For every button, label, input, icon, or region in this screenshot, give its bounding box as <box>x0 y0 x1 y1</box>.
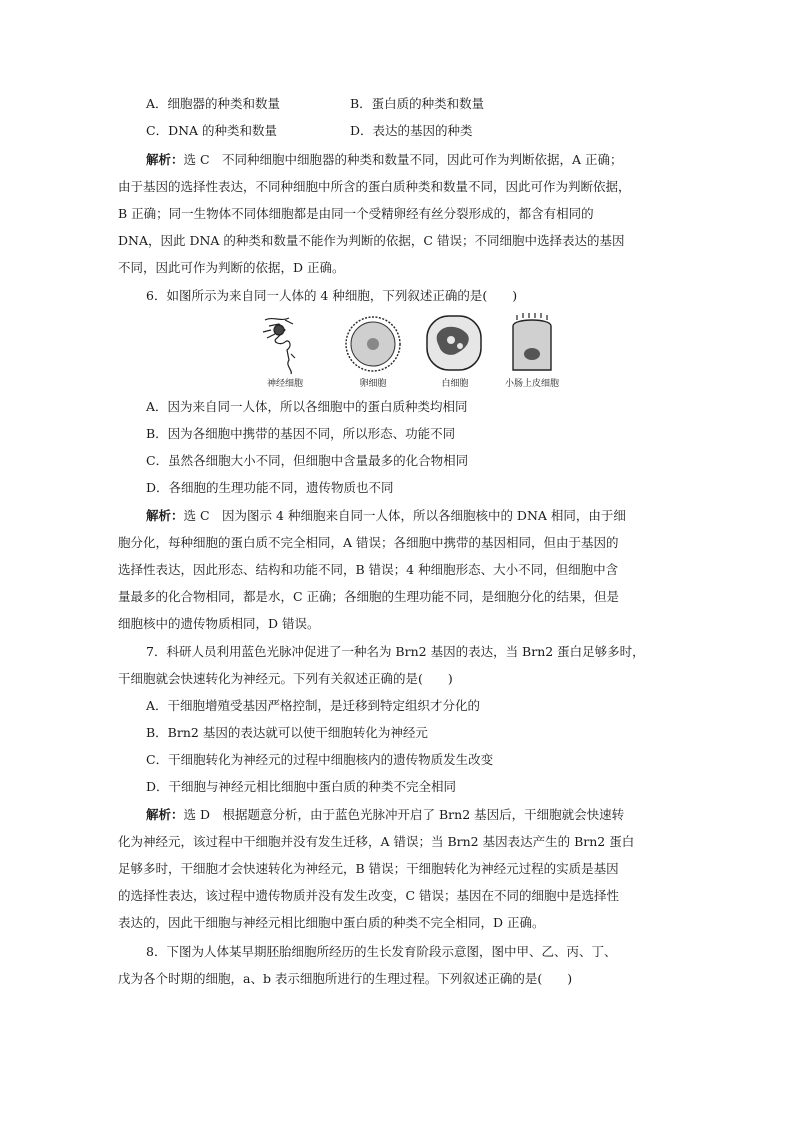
q7-stem-line: 干细胞就会快速转化为神经元。下列有关叙述正确的是( ) <box>118 671 453 686</box>
q5-option-d: D．表达的基因的种类 <box>350 123 473 138</box>
figure-caption: 白细胞 <box>441 379 469 389</box>
q7-stem-line: 7．科研人员利用蓝色光脉冲促进了一种名为 Brn2 基因的表达，当 Brn2 蛋白足够多时， <box>146 644 645 659</box>
q7-option-b: B．Brn2 基因的表达就可以使干细胞转化为神经元 <box>146 725 428 740</box>
cell-figure <box>255 312 565 392</box>
q7-analysis-line: 表达的，因此干细胞与神经元相比细胞中蛋白质的种类不完全相同，D 正确。 <box>118 915 545 930</box>
q6-stem: 6．如图所示为来自同一人体的 4 种细胞，下列叙述正确的是( ) <box>146 288 518 303</box>
egg-cell-icon <box>346 317 400 371</box>
q7-analysis-line: 的选择性表达，该过程中遗传物质并没有发生改变，C 错误；基因在不同的细胞中是选择性 <box>118 888 620 903</box>
q7-option-c: C．干细胞转化为神经元的过程中细胞核内的遗传物质发生改变 <box>146 752 494 767</box>
q6-analysis-line: 胞分化，每种细胞的蛋白质不完全相同，A 错误；各细胞中携带的基因相同，但由于基因的 <box>118 535 619 550</box>
figure-caption: 卵细胞 <box>359 379 387 389</box>
figure-caption: 小肠上皮细胞 <box>504 379 559 389</box>
intestinal-epithelial-cell-icon <box>513 313 551 370</box>
analysis-label: 解析： <box>146 807 184 822</box>
q5-analysis-line: 由于基因的选择性表达，不同种细胞中所含的蛋白质种类和数量不同，因此可作为判断依据， <box>118 179 631 194</box>
q6-analysis-line: 选择性表达，因此形态、结构和功能不同，B 错误；4 种细胞形态、大小不同，但细胞中含 <box>118 562 619 577</box>
analysis-label: 解析： <box>146 508 184 523</box>
q5-option-c: C．DNA 的种类和数量 <box>146 123 278 138</box>
q6-option-c: C．虽然各细胞大小不同，但细胞中含量最多的化合物相同 <box>146 453 469 468</box>
q5-analysis-line: DNA，因此 DNA 的种类和数量不能作为判断的依据，C 错误；不同细胞中选择表达的基因 <box>118 233 625 248</box>
nerve-cell-icon <box>263 318 295 374</box>
q6-option-d: D．各细胞的生理功能不同，遗传物质也不同 <box>146 480 394 495</box>
q5-analysis-line: 解析：选 C 不同种细胞中细胞器的种类和数量不同，因此可作为判断依据，A 正确； <box>146 152 623 167</box>
q6-analysis-line: 细胞核中的遗传物质相同，D 错误。 <box>118 616 320 631</box>
q8-stem-line: 8．下图为人体某早期胚胎细胞所经历的生长发育阶段示意图，图中甲、乙、丙、丁、 <box>146 944 617 959</box>
q6-option-a: A．因为来自同一人体，所以各细胞中的蛋白质种类均相同 <box>146 399 468 414</box>
q7-option-d: D．干细胞与神经元相比细胞中蛋白质的种类不完全相同 <box>146 779 457 794</box>
q6-option-b: B．因为各细胞中携带的基因不同，所以形态、功能不同 <box>146 426 456 441</box>
q7-option-a: A．干细胞增殖受基因严格控制，是迁移到特定组织才分化的 <box>146 698 481 713</box>
q7-analysis-line: 足够多时，干细胞才会快速转化为神经元，B 错误；干细胞转化为神经元过程的实质是基因 <box>118 861 619 876</box>
figure-caption: 神经细胞 <box>266 379 303 389</box>
q7-analysis-line: 化为神经元，该过程中干细胞并没有发生迁移，A 错误；当 Brn2 基因表达产生的 Brn2 蛋白 <box>118 834 635 849</box>
cell-illustrations <box>255 312 565 376</box>
q5-option-a: A．细胞器的种类和数量 <box>146 96 281 111</box>
white-blood-cell-icon <box>427 316 481 370</box>
q5-analysis-line: B 正确；同一生物体不同体细胞都是由同一个受精卵经有丝分裂形成的，都含有相同的 <box>118 206 594 221</box>
q6-analysis-line: 解析：选 C 因为图示 4 种细胞来自同一人体，所以各细胞核中的 DNA 相同，由于细 <box>146 508 626 523</box>
q5-analysis-line: 不同，因此可作为判断的依据，D 正确。 <box>118 260 345 275</box>
analysis-label: 解析： <box>146 152 184 167</box>
q7-analysis-line: 解析：选 D 根据题意分析，由于蓝色光脉冲开启了 Brn2 基因后，干细胞就会快速转 <box>146 807 625 822</box>
q8-stem-line: 戊为各个时期的细胞，a、b 表示细胞所进行的生理过程。下列叙述正确的是( ) <box>118 971 573 986</box>
q5-option-b: B．蛋白质的种类和数量 <box>350 96 485 111</box>
q6-analysis-line: 量最多的化合物相同，都是水，C 正确；各细胞的生理功能不同，是细胞分化的结果，但是 <box>118 589 620 604</box>
